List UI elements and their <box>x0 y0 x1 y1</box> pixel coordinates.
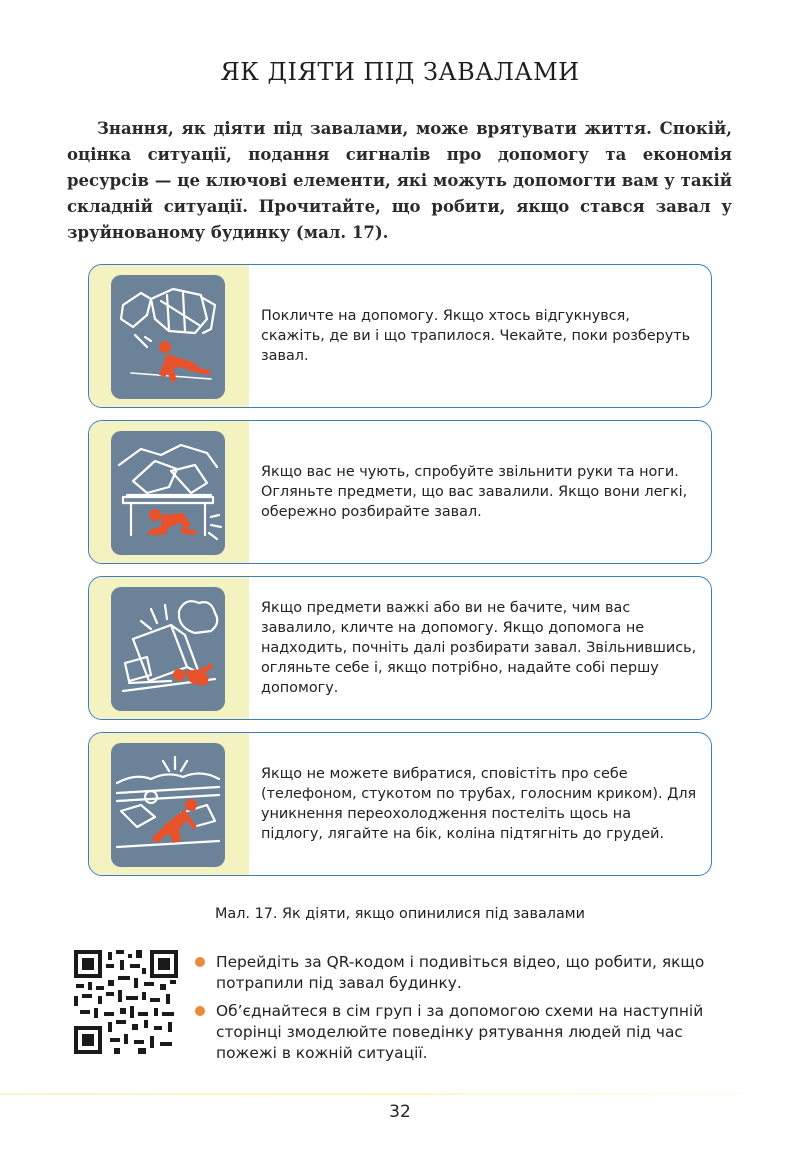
step-card-1 <box>88 264 712 408</box>
task-list <box>195 952 735 1071</box>
page-title: ЯК ДІЯТИ ПІД ЗАВАЛАМИ <box>220 58 580 86</box>
heavy-debris-icon <box>111 587 225 711</box>
task-text: Перейдіть за QR-кодом і подивіться відео, що робити, якщо потрапили під завал будинку. <box>216 953 705 992</box>
figure-caption: Мал. 17. Як діяти, якщо опинилися під завалами <box>214 906 586 922</box>
bullet-icon <box>195 1006 205 1016</box>
free-limbs-icon <box>111 431 225 555</box>
task-text: Об’єднайтеся в сім груп і за допомогою схеми на наступній сторінці змоделюйте поведінку рятування людей під час пожежі в кожній ситуації. <box>216 1002 704 1062</box>
step-text: Якщо не можете вибратися, сповістіть про себе (телефоном, стукотом по трубах, голосним криком). Для уникнення переохолодження постеліть щось на підлогу, лягайте на бік, коліна підтягніть до грудей. <box>261 766 697 842</box>
step-text: Якщо вас не чують, спробуйте звільнити руки та ноги. Огляньте предмети, що вас завалили. Якщо вони легкі, обережно розбирайте завал. <box>261 464 688 520</box>
signal-pipes-icon <box>111 743 225 867</box>
step-card-4 <box>88 732 712 876</box>
bullet-icon <box>195 957 205 967</box>
step-card-3 <box>88 576 712 720</box>
footer-divider <box>0 1093 800 1095</box>
list-item <box>195 952 735 994</box>
icon-pane <box>89 265 249 407</box>
call-for-help-icon <box>111 275 225 399</box>
step-card-2 <box>88 420 712 564</box>
list-item <box>195 1001 735 1064</box>
icon-pane <box>89 733 249 875</box>
icon-pane <box>89 577 249 719</box>
icon-pane <box>89 421 249 563</box>
qr-code-icon[interactable] <box>74 950 178 1054</box>
step-text: Покличте на допомогу. Якщо хтось відгукнувся, скажіть, де ви і що трапилося. Чекайте, поки розберуть завал. <box>261 308 691 364</box>
page-number: 32 <box>389 1102 411 1122</box>
step-text: Якщо предмети важкі або ви не бачите, чим вас завалило, кличте на допомогу. Якщо допомога не надходить, почніть далі розбирати завал. Звільнившись, огляньте себе і, якщо потрібно, надайте собі першу допомогу. <box>261 600 697 696</box>
intro-paragraph: Знання, як діяти під завалами, може врятувати життя. Спокій, оцінка ситуації, подання сигналів про допомогу та економія ресурсів — це ключові елементи, які можуть допомогти вам у такій складній ситуації. Прочитайте, що робити, якщо стався завал у зруйнованому будинку (мал. 17). <box>67 119 732 242</box>
